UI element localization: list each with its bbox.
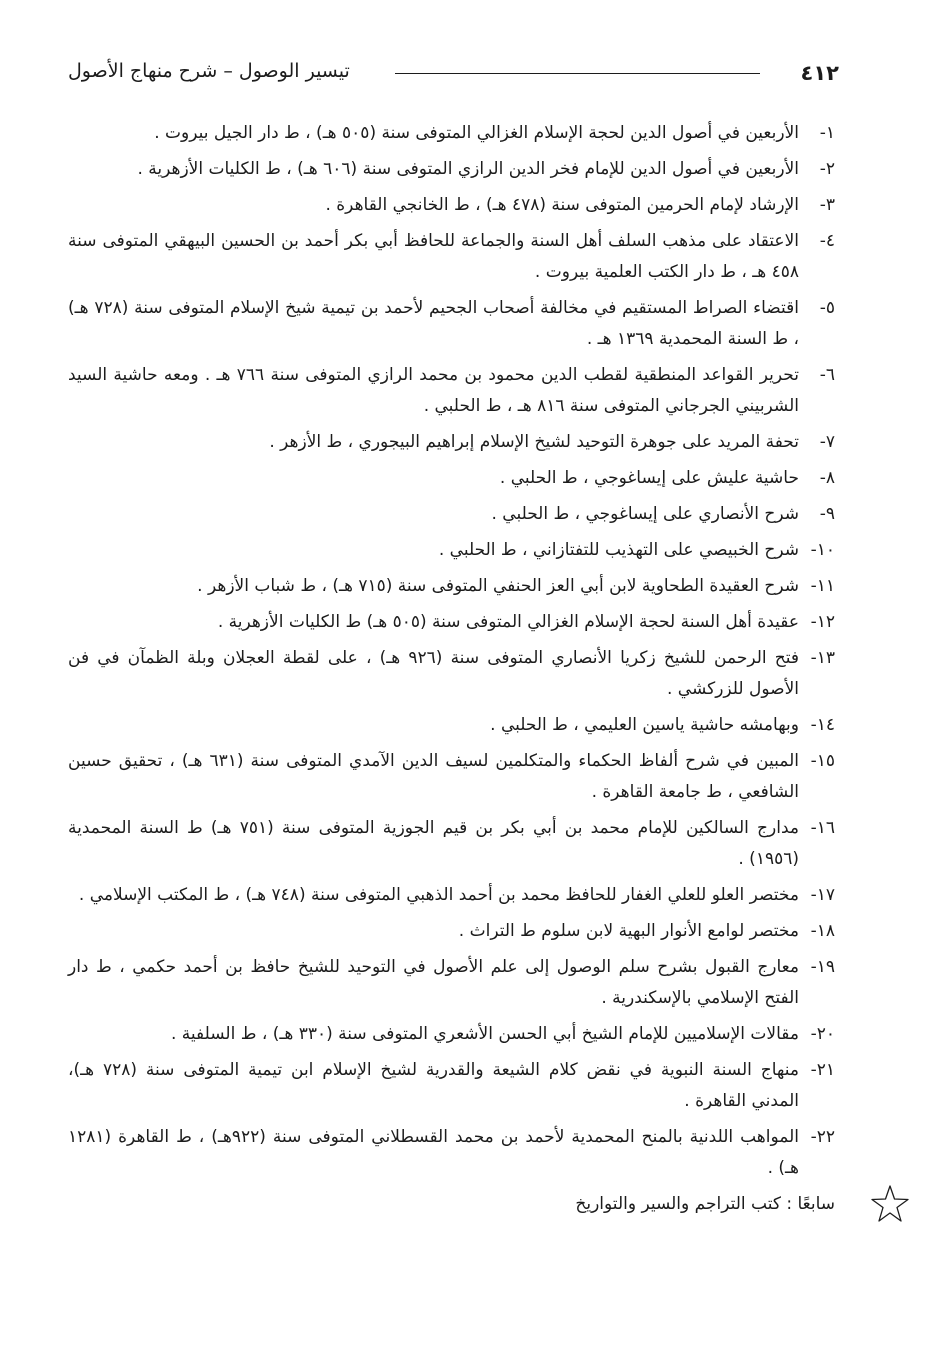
- section-heading-text: سابعًا : كتب التراجم والسير والتواريخ: [575, 1194, 835, 1214]
- reference-text: الأربعين في أصول الدين لحجة الإسلام الغزالي المتوفى سنة (٥٠٥ هـ) ، ط دار الجيل بيروت .: [154, 123, 799, 143]
- reference-item: [68, 952, 835, 1014]
- reference-text: مختصر لوامع الأنوار البهية لابن سلوم ط التراث .: [458, 921, 799, 941]
- page-number: ٤١٢: [800, 61, 839, 85]
- reference-number: ٢٢-: [810, 1127, 835, 1147]
- reference-item: [68, 154, 835, 185]
- reference-text: الإرشاد لإمام الحرمين المتوفى سنة (٤٧٨ هـ) ، ط الخانجي القاهرة .: [325, 195, 799, 215]
- reference-text: الاعتقاد على مذهب السلف أهل السنة والجماعة للحافظ أبي بكر أحمد بن الحسين البيهقي المتوفى سنة ٤٥٨ هـ ، ط دار الكتب العلمية بيروت .: [68, 231, 799, 282]
- reference-text: فتح الرحمن للشيخ زكريا الأنصاري المتوفى سنة (٩٢٦ هـ) ، على لقطة العجلان وبلة الظمآن في فن الأصول للزركشي .: [68, 648, 799, 699]
- reference-number: ٢-: [819, 159, 835, 179]
- reference-item: [68, 916, 835, 947]
- reference-item: [68, 190, 835, 221]
- reference-item: [68, 427, 835, 458]
- reference-number: ١٤-: [810, 715, 835, 735]
- reference-number: ١٢-: [810, 612, 835, 632]
- reference-item: [68, 360, 835, 422]
- section-heading: [68, 1189, 835, 1220]
- reference-text: عقيدة أهل السنة لحجة الإسلام الغزالي المتوفى سنة (٥٠٥ هـ) ط الكليات الأزهرية .: [217, 612, 799, 632]
- reference-number: ٦-: [819, 365, 835, 385]
- reference-item: [68, 293, 835, 355]
- reference-item: [68, 499, 835, 530]
- page-body: [68, 118, 835, 1220]
- reference-number: ٢١-: [810, 1060, 836, 1080]
- reference-number: ٢٠-: [810, 1024, 835, 1044]
- star-icon: [869, 1183, 911, 1225]
- reference-number: ١٧-: [810, 885, 835, 905]
- reference-number: ٩-: [819, 504, 835, 524]
- reference-item: [68, 571, 835, 602]
- reference-text: شرح الخبيصي على التهذيب للتفتازاني ، ط الحلبي .: [438, 540, 799, 560]
- reference-text: منهاج السنة النبوية في نقض كلام الشيعة والقدرية لشيخ الإسلام ابن تيمية المتوفى سنة (٧٢٨ هـ)، المدني القاهرة .: [68, 1060, 800, 1111]
- reference-number: ١٥-: [810, 751, 835, 771]
- reference-number: ٧-: [819, 432, 835, 452]
- reference-text: تحرير القواعد المنطقية لقطب الدين محمود بن محمد الرازي المتوفى سنة ٧٦٦ هـ . ومعه حاشية السيد الشربيني الجرجاني المتوفى سنة ٨١٦ هـ ، ط الحلبي .: [68, 365, 799, 416]
- reference-number: ١١-: [810, 576, 835, 596]
- reference-text: مقالات الإسلاميين للإمام الشيخ أبي الحسن الأشعري المتوفى سنة (٣٣٠ هـ) ، ط السلفية .: [170, 1024, 799, 1044]
- reference-item: [68, 710, 835, 741]
- header-rule: [395, 73, 760, 74]
- reference-item: [68, 643, 835, 705]
- reference-text: مختصر العلو للعلي الغفار للحافظ محمد بن أحمد الذهبي المتوفى سنة (٧٤٨ هـ) ، ط المكتب الإسلامي .: [78, 885, 799, 905]
- reference-text: اقتضاء الصراط المستقيم في مخالفة أصحاب الجحيم لأحمد بن تيمية شيخ الإسلام المتوفى سنة (٧٢٨ هـ) ، ط السنة المحمدية ١٣٦٩ هـ .: [68, 298, 799, 349]
- reference-text: وبهامشه حاشية ياسين العليمي ، ط الحلبي .: [490, 715, 799, 735]
- reference-number: ٥-: [819, 298, 835, 318]
- reference-item: [68, 813, 835, 875]
- reference-number: ١٣-: [810, 648, 835, 668]
- reference-number: ١-: [819, 123, 835, 143]
- reference-list: [68, 118, 835, 1184]
- reference-text: المواهب اللدنية بالمنح المحمدية لأحمد بن محمد القسطلاني المتوفى سنة (٩٢٢هـ) ، ط القاهرة (١٢٨١ هـ) .: [68, 1127, 799, 1178]
- reference-item: [68, 746, 835, 808]
- reference-number: ١٠-: [810, 540, 835, 560]
- reference-number: ٣-: [819, 195, 835, 215]
- reference-number: ١٨-: [810, 921, 835, 941]
- reference-item: [68, 1055, 835, 1117]
- reference-text: شرح الأنصاري على إيساغوجي ، ط الحلبي .: [491, 504, 799, 524]
- reference-item: [68, 880, 835, 911]
- reference-text: المبين في شرح ألفاظ الحكماء والمتكلمين لسيف الدين الآمدي المتوفى سنة (٦٣١ هـ) ، تحقيق حسين الشافعي ، ط جامعة القاهرة .: [68, 751, 799, 802]
- reference-number: ٤-: [819, 231, 835, 251]
- reference-text: حاشية عليش على إيساغوجي ، ط الحلبي .: [499, 468, 799, 488]
- reference-number: ١٩-: [810, 957, 835, 977]
- reference-item: [68, 1019, 835, 1050]
- reference-item: [68, 1122, 835, 1184]
- reference-item: [68, 607, 835, 638]
- reference-text: تحفة المريد على جوهرة التوحيد لشيخ الإسلام إبراهيم البيجوري ، ط الأزهر .: [269, 432, 799, 452]
- running-title: تيسير الوصول – شرح منهاج الأصول: [68, 60, 350, 82]
- reference-item: [68, 118, 835, 149]
- reference-item: [68, 226, 835, 288]
- reference-text: الأربعين في أصول الدين للإمام فخر الدين الرازي المتوفى سنة (٦٠٦ هـ) ، ط الكليات الأزهرية .: [137, 159, 799, 179]
- reference-item: [68, 463, 835, 494]
- reference-item: [68, 535, 835, 566]
- reference-text: شرح العقيدة الطحاوية لابن أبي العز الحنفي المتوفى سنة (٧١٥ هـ) ، ط شباب الأزهر .: [197, 576, 799, 596]
- reference-number: ١٦-: [810, 818, 835, 838]
- reference-text: معارج القبول بشرح سلم الوصول إلى علم الأصول في التوحيد للشيخ حافظ بن أحمد حكمي ، ط دار الفتح الإسلامي بالإسكندرية .: [68, 957, 799, 1008]
- reference-number: ٨-: [819, 468, 835, 488]
- reference-text: مدارج السالكين للإمام محمد بن أبي بكر بن قيم الجوزية المتوفى سنة (٧٥١ هـ) ط السنة المحمدية (١٩٥٦) .: [68, 818, 799, 869]
